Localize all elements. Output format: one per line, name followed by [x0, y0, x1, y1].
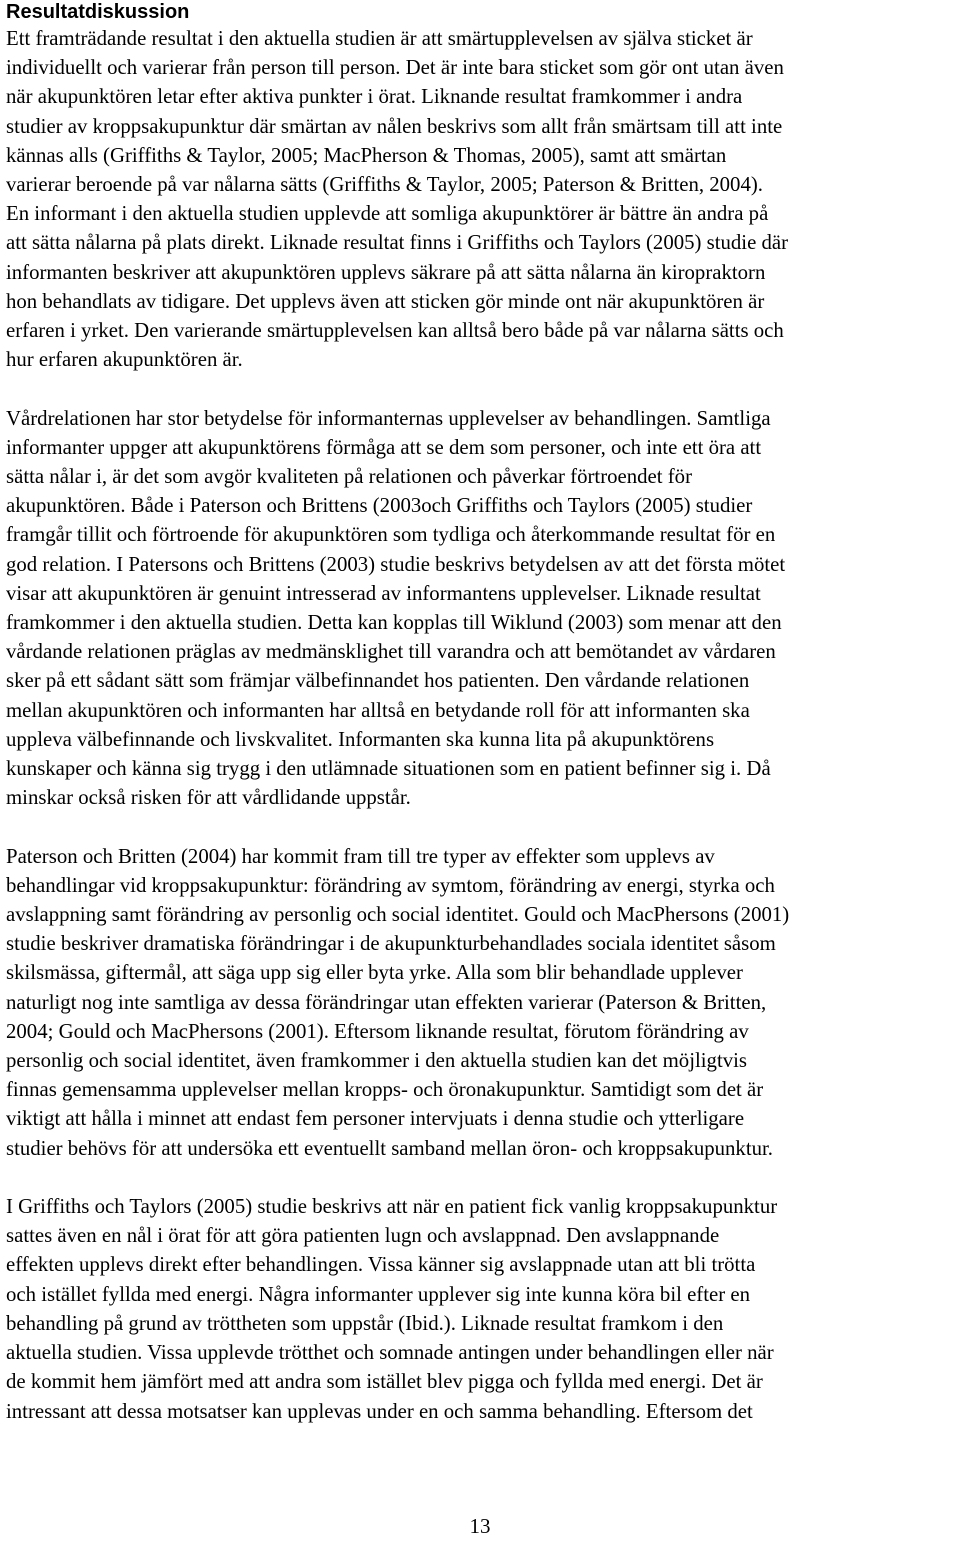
text-line: sattes även en nål i örat för att göra patienten lugn och avslappnad. Den avslappnande [6, 1224, 720, 1248]
text-line: effekten upplevs direkt efter behandlingen. Vissa känner sig avslappnade utan att bli trötta [6, 1253, 756, 1277]
text-line: kännas alls (Griffiths & Taylor, 2005; MacPherson & Thomas, 2005), samt att smärtan [6, 143, 727, 167]
text-line: Paterson och Britten (2004) har kommit fram till tre typer av effekter som upplevs av [6, 844, 715, 868]
text-line: vårdande relationen präglas av medmänsklighet till varandra och att bemötandet av vårdaren [6, 640, 776, 664]
paragraph-gap [6, 812, 958, 841]
paragraph [6, 1192, 958, 1426]
text-line: de kommit hem jämfört med att andra som istället blev pigga och fyllda med energi. Det är [6, 1370, 763, 1394]
text-line: och istället fyllda med energi. Några informanter upplever sig inte kunna köra bil efter en [6, 1282, 750, 1306]
text-line: informanter uppger att akupunktörens förmåga att se dem som personer, och inte ett öra att [6, 435, 762, 459]
text-line: att sätta nålarna på plats direkt. Liknade resultat finns i Griffiths och Taylors (2005) studie där [6, 231, 789, 255]
text-line: akupunktören. Både i Paterson och Brittens (2003och Griffiths och Taylors (2005) studier [6, 494, 753, 518]
paragraph [6, 842, 958, 1163]
text-line: informanten beskriver att akupunktören upplevs säkrare på att sätta nålarna än kiropraktorn [6, 260, 766, 284]
page-number: 13 [469, 1514, 491, 1538]
text-line: hon behandlats av tidigare. Det upplevs även att sticken gör minde ont när akupunktören är [6, 289, 765, 313]
text-line: god relation. I Patersons och Brittens (2003) studie beskrivs betydelsen av att det första mötet [6, 552, 786, 576]
text-line: behandlingar vid kroppsakupunktur: förändring av symtom, förändring av energi, styrka och [6, 873, 775, 897]
text-line: hur erfaren akupunktören är. [6, 348, 243, 372]
section-heading: Resultatdiskussion [6, 1, 190, 23]
text-line: framgår tillit och förtroende för akupunktören som tydliga och återkommande resultat för en [6, 523, 776, 547]
text-line: 2004; Gould och MacPhersons (2001). Eftersom liknande resultat, förutom förändring av [6, 1019, 749, 1043]
text-line: I Griffiths och Taylors (2005) studie beskrivs att när en patient fick vanlig kroppsakupunktur [6, 1195, 778, 1219]
text-line: En informant i den aktuella studien upplevde att somliga akupunktörer är bättre än andra på [6, 202, 769, 226]
text-line: sätta nålar i, är det som avgör kvaliteten på relationen och påverkar förtroendet för [6, 465, 693, 489]
text-line: kunskaper och känna sig trygg i den utlämnade situationen som en patient befinner sig i. Då [6, 757, 771, 781]
text-line: minskar också risken för att vårdlidande uppstår. [6, 786, 411, 810]
text-line: Vårdrelationen har stor betydelse för informanternas upplevelser av behandlingen. Samtliga [6, 406, 771, 430]
text-line: personlig och social identitet, även framkommer i den aktuella studien kan det möjligtvis [6, 1049, 747, 1073]
text-line: studie beskriver dramatiska förändringar i de akupunkturbehandlades sociala identitet såsom [6, 932, 776, 956]
text-line: behandling på grund av tröttheten som uppstår (Ibid.). Liknade resultat framkom i den [6, 1311, 724, 1335]
text-line: Ett framträdande resultat i den aktuella studien är att smärtupplevelsen av själva sticket är [6, 27, 753, 50]
text-line: studier av kroppsakupunktur där smärtan av nålen beskrivs som allt från smärtsam till att inte [6, 114, 783, 138]
text-line: studier behövs för att undersöka ett eventuellt samband mellan öron- och kroppsakupunktur. [6, 1136, 773, 1160]
body-text [6, 24, 958, 1426]
paragraph [6, 404, 958, 813]
paragraph-gap [6, 1163, 958, 1192]
text-line: när akupunktören letar efter aktiva punkter i örat. Liknande resultat framkommer i andra [6, 85, 743, 109]
text-line: viktigt att hålla i minnet att endast fem personer intervjuats i denna studie och ytterligare [6, 1107, 745, 1131]
paragraph [6, 24, 958, 374]
text-line: sker på ett sådant sätt som främjar välbefinnandet hos patienten. Den vårdande relationen [6, 669, 750, 693]
text-line: skilsmässa, giftermål, att säga upp sig eller byta yrke. Alla som blir behandlade upplever [6, 961, 743, 985]
text-line: uppleva välbefinnande och livskvalitet. Informanten ska kunna lita på akupunktörens [6, 727, 715, 751]
text-line: aktuella studien. Vissa upplevde trötthet och somnade antingen under behandlingen eller när [6, 1341, 774, 1365]
text-line: visar att akupunktören är genuint intresserad av informantens upplevelser. Liknade resultat [6, 581, 761, 605]
text-line: erfaren i yrket. Den varierande smärtupplevelsen kan alltså bero både på var nålarna sätts och [6, 319, 784, 343]
text-line: framkommer i den aktuella studien. Detta kan kopplas till Wiklund (2003) som menar att den [6, 611, 782, 635]
paragraph-gap [6, 374, 958, 403]
text-line: naturligt nog inte samtliga av dessa förändringar utan effekten varierar (Paterson & Britten, [6, 990, 767, 1014]
text-line: intressant att dessa motsatser kan upplevas under en och samma behandling. Eftersom det [6, 1399, 753, 1423]
text-line: avslappning samt förändring av personlig och social identitet. Gould och MacPhersons (2001) [6, 903, 790, 927]
text-line: mellan akupunktören och informanten har alltså en betydande roll för att informanten ska [6, 698, 750, 722]
text-line: finnas gemensamma upplevelser mellan kropps- och öronakupunktur. Samtidigt som det är [6, 1078, 764, 1102]
text-line: individuellt och varierar från person till person. Det är inte bara sticket som gör ont utan även [6, 56, 784, 80]
text-line: varierar beroende på var nålarna sätts (Griffiths & Taylor, 2005; Paterson & Britten, 2004). [6, 173, 763, 197]
document-page [6, 0, 958, 1426]
